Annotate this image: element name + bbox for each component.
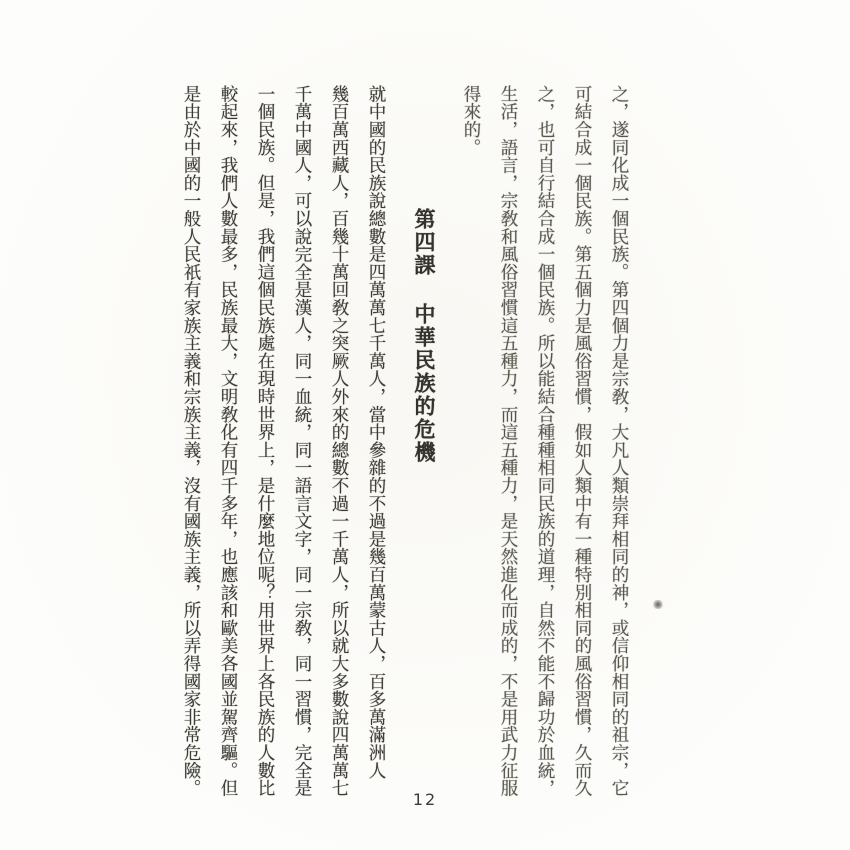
text-column: 一個民族。但是，我們這個民族處在現時世界上，是什麼地位呢？用世界上各民族的人數比 bbox=[256, 85, 276, 797]
page-number: 12 bbox=[412, 790, 438, 809]
text-column: 之，也可自行結合成一個民族。所以能結合種種相同民族的道理，自然不能不歸功於血統， bbox=[536, 85, 556, 797]
ink-smudge-artifact bbox=[653, 600, 663, 609]
text-column: 生活，語言，宗敎和風俗習慣這五種力，而這五種力，是天然進化而成的，不是用武力征服 bbox=[499, 85, 519, 797]
text-column: 千萬中國人，可以說完全是漢人，同一血統，同一語言文字，同一宗敎，同一習慣，完全是 bbox=[293, 85, 313, 797]
lesson-name: 中華民族的危機 bbox=[412, 303, 436, 464]
text-column: 得來的。 bbox=[462, 85, 482, 157]
text-column: 可結合成一個民族。第五個力是風俗習慣，假如人類中有一種特別相同的風俗習慣，久而久 bbox=[573, 85, 593, 797]
text-column: 幾百萬西藏人，百幾十萬回敎之突厥人外來的總數不過一千萬人，所以就大多數說四萬萬七 bbox=[330, 85, 350, 797]
text-column: 就中國的民族說總數是四萬萬七千萬人，當中參雜的不過是幾百萬蒙古人，百多萬滿洲人 bbox=[367, 85, 387, 780]
text-column: 是由於中國的一般人民祇有家族主義和宗族主義，沒有國族主義，所以弄得國家非常危險。 bbox=[182, 85, 202, 797]
text-column: 之，遂同化成一個民族。第四個力是宗敎，大凡人類崇拜相同的神，或信仰相同的祖宗，它 bbox=[610, 85, 630, 797]
lesson-number: 第四課 bbox=[412, 208, 436, 277]
text-column: 較起來，我們人數最多，民族最大，文明敎化有四千多年，也應該和歐美各國並駕齊驅。但 bbox=[219, 85, 239, 797]
lesson-title bbox=[402, 85, 446, 797]
text-block bbox=[173, 85, 638, 797]
